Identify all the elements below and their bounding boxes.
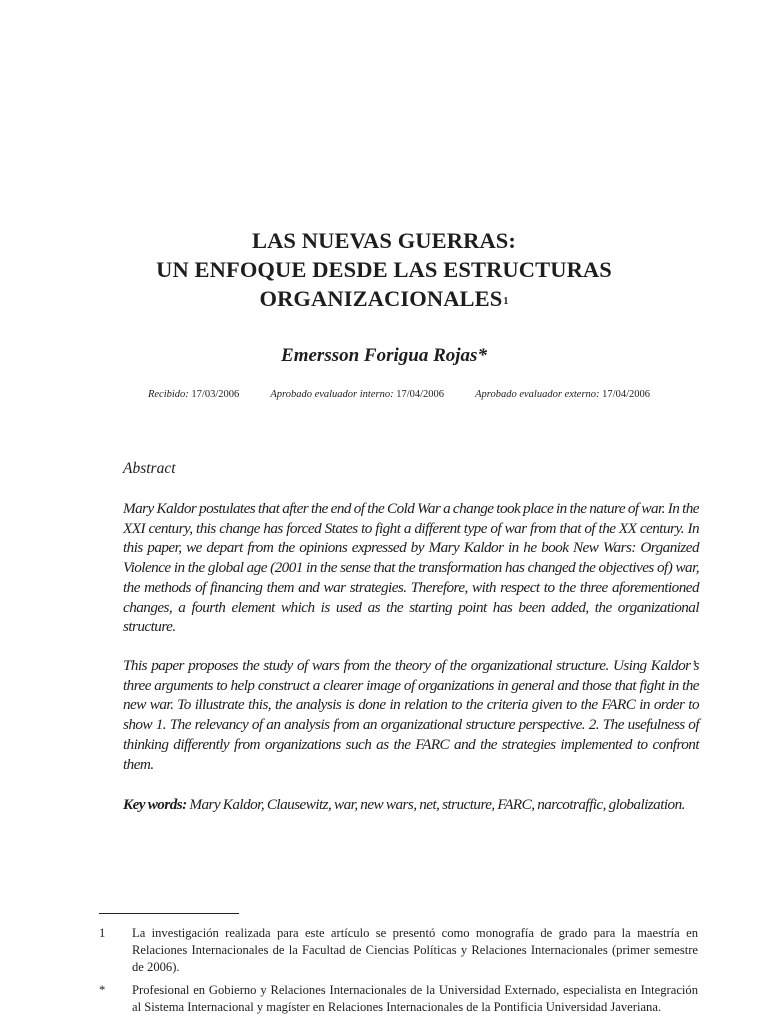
abstract-heading: Abstract	[123, 460, 176, 477]
externo-value: 17/04/2006	[602, 389, 651, 400]
footnote-2-text: Profesional en Gobierno y Relaciones Internacionales de la Universidad Externado, especialista en Integración al Sistema Internacional y magíster en Relaciones Internacionales de la Pontificia Universidad Javeriana.	[132, 983, 698, 1014]
title-footnote-ref: 1	[503, 296, 509, 307]
submission-dates	[0, 389, 768, 400]
abstract-paragraph-1: Mary Kaldor postulates that after the end of the Cold War a change took place in the nature of war. In the XXI century, this change has forced States to fight a different type of war from that of the XX century. In this paper, we depart from the opinions expressed by Mary Kaldor in he book New Wars: Organized Violence in the global age (2001 in the sense that the transformation has changed the objectives of) war, the methods of financing them and war strategies. Therefore, with respect to the three aforementioned changes, a fourth element which is used as the starting point has been added, the organizational structure.	[123, 500, 699, 636]
footnote-divider	[99, 913, 239, 914]
keywords-text: Mary Kaldor, Clausewitz, war, new wars, net, structure, FARC, narcotraffic, globalization.	[189, 796, 685, 813]
keywords-label: Key words:	[123, 796, 187, 813]
title-line-1: LAS NUEVAS GUERRAS:	[251, 228, 517, 253]
recibido-value: 17/03/2006	[191, 389, 240, 400]
author-name: Emersson Forigua Rojas*	[281, 345, 487, 366]
footnote-1-text: La investigación realizada para este artículo se presentó como monografía de grado para la maestría en Relaciones Internacionales de la Facultad de Ciencias Políticas y Relaciones Internacionales (primer semestre de 2006).	[132, 926, 698, 974]
interno-value: 17/04/2006	[396, 389, 445, 400]
article-title	[0, 226, 768, 313]
interno-label: Aprobado evaluador interno:	[270, 389, 394, 400]
recibido-label: Recibido:	[147, 389, 189, 400]
title-line-3	[0, 284, 768, 313]
title-line-3-text: ORGANIZACIONALES	[259, 286, 503, 311]
keywords	[123, 795, 699, 815]
externo-label: Aprobado evaluador externo:	[475, 389, 600, 400]
footnote-1-mark: 1	[99, 926, 106, 940]
footnote-2-mark: *	[99, 983, 106, 997]
abstract-paragraph-2: This paper proposes the study of wars from the theory of the organizational structure. Using Kaldor’s three arguments to help construct a clearer image of organizations in general and those that fight in the new war. To illustrate this, the analysis is done in relation to the criteria given to the FARC in order to show 1. The relevancy of an analysis from an organizational structure perspective. 2. The usefulness of thinking differently from organizations such as the FARC and the strategies implemented to confront them.	[123, 657, 699, 773]
title-line-2: UN ENFOQUE DESDE LAS ESTRUCTURAS	[156, 257, 612, 282]
